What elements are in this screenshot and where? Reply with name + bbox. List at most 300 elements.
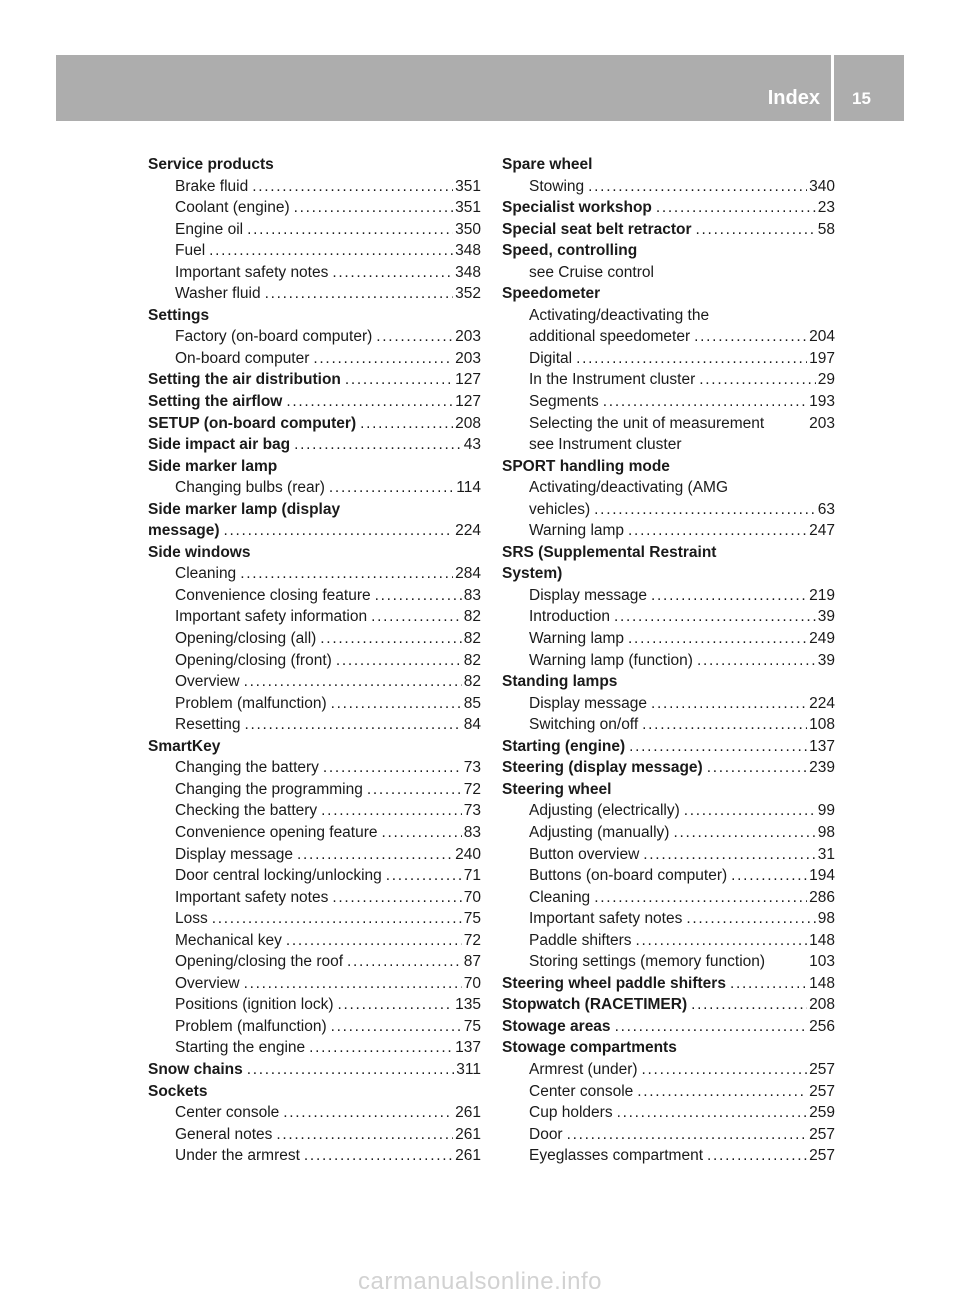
- index-entry-page: 261: [455, 1125, 481, 1143]
- index-entry-term: Fuel: [175, 242, 206, 260]
- index-entry: [148, 714, 481, 736]
- index-entry-leader: [338, 994, 454, 1016]
- index-entry-term: Convenience opening feature: [175, 823, 378, 841]
- index-entry-page: 43: [463, 436, 481, 454]
- index-entry: [502, 219, 835, 241]
- index-entry-leader: [304, 1145, 453, 1167]
- index-entry: [148, 154, 481, 176]
- index-entry-term: Selecting the unit of measurement: [529, 414, 765, 432]
- index-entry: [148, 520, 481, 542]
- index-entry-leader: [286, 391, 453, 413]
- index-entry-leader: [731, 865, 807, 887]
- index-entry-page: 82: [463, 651, 481, 669]
- index-entry-page: 219: [809, 586, 835, 604]
- index-entry-page: 39: [817, 651, 835, 669]
- index-entry-leader: [684, 800, 816, 822]
- index-entry: [148, 887, 481, 909]
- index-entry-page: 71: [463, 867, 481, 885]
- index-column-right: [502, 154, 835, 1167]
- index-entry: [502, 822, 835, 844]
- index-entry-leader: [697, 650, 816, 672]
- index-entry-page: 82: [463, 673, 481, 691]
- index-entry: [148, 844, 481, 866]
- index-entry: [502, 240, 835, 262]
- index-entry: [502, 779, 835, 801]
- index-entry-term: Segments: [529, 393, 599, 411]
- index-entry-term: Activating/deactivating (AMG: [529, 479, 729, 497]
- index-entry-term: Steering wheel paddle shifters: [502, 974, 726, 992]
- index-entry: [502, 1081, 835, 1103]
- index-entry: [502, 477, 835, 499]
- index-entry-term: Overview: [175, 974, 240, 992]
- index-entry-page: 204: [809, 328, 835, 346]
- index-entry-page: 284: [455, 565, 481, 583]
- index-entry: [148, 499, 481, 521]
- index-entry-page: 247: [809, 522, 835, 540]
- index-entry-page: 340: [809, 177, 835, 195]
- index-entry-leader: [224, 520, 454, 542]
- index-entry-leader: [615, 1016, 808, 1038]
- index-entry-term: Opening/closing (front): [175, 651, 332, 669]
- index-entry-leader: [707, 757, 807, 779]
- index-entry: [148, 305, 481, 327]
- index-entry-term: Under the armrest: [175, 1147, 300, 1165]
- index-entry-term: Setting the air distribution: [148, 371, 341, 389]
- index-entry-leader: [375, 585, 462, 607]
- index-entry-term: General notes: [175, 1125, 273, 1143]
- index-entry-leader: [247, 219, 453, 241]
- index-entry: [148, 1059, 481, 1081]
- index-entry-leader: [637, 1081, 807, 1103]
- index-entry-leader: [247, 1059, 455, 1081]
- index-entry: [502, 887, 835, 909]
- index-entry: [502, 542, 835, 564]
- index-entry-term: Important safety notes: [175, 888, 329, 906]
- index-entry-page: 257: [809, 1060, 835, 1078]
- index-entry: [502, 693, 835, 715]
- index-entry-term: Activating/deactivating the: [529, 306, 710, 324]
- index-entry-term: Button overview: [529, 845, 640, 863]
- index-entry-page: 257: [809, 1147, 835, 1165]
- section-title: Index: [767, 87, 820, 109]
- index-entry-leader: [691, 994, 807, 1016]
- index-entry-leader: [286, 930, 462, 952]
- index-entry-page: 257: [809, 1125, 835, 1143]
- index-entry-term: Display message: [529, 694, 648, 712]
- index-entry-page: 249: [809, 630, 835, 648]
- index-entry-term: SPORT handling mode: [502, 457, 670, 475]
- index-entry: [148, 219, 481, 241]
- index-entry-leader: [614, 606, 816, 628]
- index-entry-term: Warning lamp: [529, 630, 625, 648]
- index-entry-term: Speedometer: [502, 285, 601, 303]
- index-entry-leader: [707, 1145, 807, 1167]
- index-entry-term: Cleaning: [529, 888, 591, 906]
- index-entry-term: Switching on/off: [529, 716, 639, 734]
- index-entry: [148, 908, 481, 930]
- index-entry-page: 348: [455, 263, 481, 281]
- index-entry: [502, 1124, 835, 1146]
- index-entry-term: Display message: [529, 586, 648, 604]
- index-entry: [502, 283, 835, 305]
- index-entry-term: Resetting: [175, 716, 241, 734]
- index-entry-page: 84: [463, 716, 481, 734]
- index-entry-term: Display message: [175, 845, 294, 863]
- index-entry: [502, 369, 835, 391]
- index-entry-page: 114: [456, 479, 481, 497]
- index-entry-term: Loss: [175, 910, 208, 928]
- index-entry-leader: [323, 757, 462, 779]
- index-entry-leader: [332, 262, 453, 284]
- index-entry-page: 23: [817, 199, 835, 217]
- index-entry-leader: [294, 197, 454, 219]
- index-entry-leader: [636, 930, 808, 952]
- index-entry-leader: [332, 887, 461, 909]
- index-entry-term: Changing the battery: [175, 759, 319, 777]
- index-entry-page: 224: [455, 522, 481, 540]
- index-entry: [148, 1102, 481, 1124]
- index-entry-term: Warning lamp (function): [529, 651, 693, 669]
- index-entry-page: 239: [809, 759, 835, 777]
- index-entry: [502, 1059, 835, 1081]
- index-entry: [148, 240, 481, 262]
- index-entry: [148, 779, 481, 801]
- index-entry-term: Stowing: [529, 177, 585, 195]
- index-entry-leader: [244, 973, 462, 995]
- index-entry-page: 63: [817, 500, 835, 518]
- index-entry-term: Side windows: [148, 543, 251, 561]
- index-entry-leader: [331, 1016, 462, 1038]
- index-entry-term: Important safety information: [175, 608, 368, 626]
- index-entry-page: 193: [809, 393, 835, 411]
- index-entry-leader: [360, 413, 453, 435]
- index-entry: [502, 757, 835, 779]
- index-entry-leader: [699, 369, 815, 391]
- index-entry-page: 70: [463, 888, 481, 906]
- index-entry: [148, 369, 481, 391]
- index-entry-term: Service products: [148, 156, 274, 173]
- index-entry-leader: [336, 650, 462, 672]
- index-entry-page: 148: [809, 974, 835, 992]
- index-entry-leader: [629, 736, 807, 758]
- index-entry: [148, 197, 481, 219]
- index-entry-leader: [651, 693, 807, 715]
- index-entry: [148, 348, 481, 370]
- index-entry: [148, 650, 481, 672]
- index-entry-leader: [321, 800, 462, 822]
- index-entry-leader: [240, 563, 453, 585]
- index-entry-term: Storing settings (memory function): [529, 953, 766, 971]
- index-entry-leader: [320, 628, 461, 650]
- index-entry-term: Special seat belt retractor: [502, 220, 692, 238]
- index-entry-leader: [651, 585, 807, 607]
- index-entry-leader: [265, 283, 454, 305]
- index-entry-term: Sockets: [148, 1082, 208, 1100]
- index-entry: [502, 520, 835, 542]
- index-entry-leader: [386, 865, 462, 887]
- index-entry: [502, 154, 835, 176]
- index-entry: [502, 434, 835, 456]
- index-entry-page: 82: [463, 608, 481, 626]
- index-entry-term: Overview: [175, 673, 240, 691]
- index-entry-page: 257: [809, 1082, 835, 1100]
- index-entry-term: Armrest (under): [529, 1060, 638, 1078]
- index-entry: [148, 736, 481, 758]
- index-entry: [148, 542, 481, 564]
- index-entry: [502, 499, 835, 521]
- index-entry-leader: [347, 951, 462, 973]
- index-entry: [502, 1145, 835, 1167]
- index-entry: [148, 434, 481, 456]
- index-entry: [502, 951, 835, 973]
- index-entry-term: Paddle shifters: [529, 931, 632, 949]
- index-entry-term: additional speedometer: [529, 328, 691, 346]
- index-entry-page: 82: [463, 630, 481, 648]
- index-entry: [502, 930, 835, 952]
- index-entry-term: Important safety notes: [175, 263, 329, 281]
- index-entry: [148, 865, 481, 887]
- index-entry-term: vehicles): [529, 500, 591, 518]
- index-entry: [502, 563, 835, 585]
- index-entry: [148, 757, 481, 779]
- index-entry-page: 127: [455, 371, 481, 389]
- index-entry-term: Side marker lamp (display: [148, 500, 341, 518]
- index-entry-term: Opening/closing (all): [175, 630, 317, 648]
- index-entry-term: Door: [529, 1125, 563, 1143]
- index-entry: [502, 176, 835, 198]
- index-entry-page: 203: [809, 414, 835, 432]
- index-entry-term: Washer fluid: [175, 285, 261, 303]
- index-entry-page: 351: [455, 177, 481, 195]
- index-entry: [148, 671, 481, 693]
- index-entry-term: Digital: [529, 349, 573, 367]
- index-entry-page: 73: [463, 759, 481, 777]
- index-entry: [502, 671, 835, 693]
- index-entry-term: Brake fluid: [175, 177, 249, 195]
- index-entry-term: Spare wheel: [502, 156, 593, 173]
- index-entry-page: 83: [463, 823, 481, 841]
- index-entry: [502, 908, 835, 930]
- index-entry-leader: [244, 714, 461, 736]
- index-entry: [502, 865, 835, 887]
- index-entry-term: Specialist workshop: [502, 199, 652, 217]
- index-entry-term: Center console: [529, 1082, 634, 1100]
- index-entry-leader: [294, 434, 462, 456]
- index-entry: [148, 585, 481, 607]
- index-entry-leader: [313, 348, 453, 370]
- index-entry-leader: [643, 844, 815, 866]
- index-entry-leader: [209, 240, 453, 262]
- index-entry-term: see Instrument cluster: [529, 436, 682, 454]
- index-entry: [502, 628, 835, 650]
- index-entry: [148, 1016, 481, 1038]
- index-entry-leader: [276, 1124, 453, 1146]
- index-entry: [148, 413, 481, 435]
- index-entry: [148, 994, 481, 1016]
- index-entry-page: 261: [455, 1147, 481, 1165]
- index-entry-term: Side marker lamp: [148, 457, 278, 475]
- index-entry-term: Problem (malfunction): [175, 694, 327, 712]
- index-entry-term: Factory (on-board computer): [175, 328, 373, 346]
- index-entry-leader: [567, 1124, 808, 1146]
- index-entry-term: Stowage areas: [502, 1017, 611, 1035]
- index-entry-leader: [594, 499, 816, 521]
- index-entry: [502, 994, 835, 1016]
- index-entry: [502, 262, 835, 284]
- index-entry-page: 351: [455, 199, 481, 217]
- index-entry: [148, 951, 481, 973]
- index-entry-leader: [642, 1059, 808, 1081]
- index-entry: [148, 262, 481, 284]
- index-entry: [148, 973, 481, 995]
- index-entry-page: 70: [463, 974, 481, 992]
- index-entry-term: Changing the programming: [175, 780, 363, 798]
- index-entry-leader: [309, 1037, 453, 1059]
- index-entry: [148, 1037, 481, 1059]
- index-entry-leader: [283, 1102, 453, 1124]
- index-entry-leader: [673, 822, 815, 844]
- index-entry-leader: [696, 219, 816, 241]
- index-entry-page: 135: [455, 996, 481, 1014]
- index-entry: [502, 456, 835, 478]
- index-entry-page: 72: [463, 931, 481, 949]
- index-entry: [148, 606, 481, 628]
- index-entry-term: Mechanical key: [175, 931, 282, 949]
- index-entry: [148, 456, 481, 478]
- index-entry-page: 58: [817, 220, 835, 238]
- index-entry-term: Eyeglasses compartment: [529, 1147, 704, 1165]
- index-entry-leader: [252, 176, 453, 198]
- index-entry: [148, 283, 481, 305]
- index-column-left: [148, 154, 481, 1167]
- index-entry-term: Speed, controlling: [502, 242, 638, 260]
- index-entry-page: 348: [455, 242, 481, 260]
- index-entry-page: 240: [455, 845, 481, 863]
- index-entry-term: SRS (Supplemental Restraint: [502, 543, 717, 561]
- index-entry-page: 256: [809, 1017, 835, 1035]
- index-entry-page: 75: [463, 910, 481, 928]
- index-entry: [148, 563, 481, 585]
- index-entry-term: On-board computer: [175, 349, 310, 367]
- index-entry: [502, 973, 835, 995]
- index-entry-term: Engine oil: [175, 220, 244, 238]
- index-entry: [502, 348, 835, 370]
- index-entry-term: Stopwatch (RACETIMER): [502, 996, 688, 1014]
- index-entry-term: Adjusting (electrically): [529, 802, 680, 820]
- index-entry-leader: [628, 628, 807, 650]
- index-entry-leader: [345, 369, 453, 391]
- index-entry-leader: [594, 887, 807, 909]
- index-entry-leader: [628, 520, 807, 542]
- index-entry: [148, 1145, 481, 1167]
- index-entry-term: SETUP (on-board computer): [148, 414, 357, 432]
- index-entry: [148, 930, 481, 952]
- index-entry: [148, 693, 481, 715]
- index-entry-page: 73: [463, 802, 481, 820]
- index-entry-page: 72: [463, 780, 481, 798]
- index-entry: [502, 714, 835, 736]
- index-entry-term: Side impact air bag: [148, 436, 291, 454]
- index-entry: [502, 606, 835, 628]
- index-entry-term: Introduction: [529, 608, 610, 626]
- index-entry: [148, 800, 481, 822]
- index-entry-leader: [382, 822, 462, 844]
- index-entry-leader: [576, 348, 807, 370]
- index-entry-term: Setting the airflow: [148, 393, 283, 411]
- index-entry-page: 87: [463, 953, 481, 971]
- index-entry-term: SmartKey: [148, 737, 221, 755]
- index-entry-term: message): [148, 522, 220, 540]
- index-entry-page: 208: [455, 414, 481, 432]
- index-entry-page: 103: [809, 953, 835, 971]
- index-entry-term: Adjusting (manually): [529, 823, 670, 841]
- index-entry-leader: [588, 176, 807, 198]
- index-entry: [502, 1016, 835, 1038]
- index-entry-term: Steering (display message): [502, 759, 703, 777]
- index-entry: [148, 391, 481, 413]
- index-entry: [502, 197, 835, 219]
- index-entry: [148, 1124, 481, 1146]
- index-entry-term: Checking the battery: [175, 802, 318, 820]
- index-entry-term: Convenience closing feature: [175, 586, 371, 604]
- index-entry: [502, 326, 835, 348]
- index-entry-page: 39: [817, 608, 835, 626]
- index-entry-leader: [642, 714, 807, 736]
- index-entry-page: 286: [809, 888, 835, 906]
- index-entry: [148, 822, 481, 844]
- index-entry-term: Opening/closing the roof: [175, 953, 344, 971]
- index-entry-page: 127: [455, 393, 481, 411]
- index-entry-page: 352: [455, 285, 481, 303]
- index-entry-page: 31: [817, 845, 835, 863]
- index-entry-page: 311: [456, 1060, 481, 1078]
- index-entry-page: 29: [817, 371, 835, 389]
- index-entry: [502, 305, 835, 327]
- header-divider: [831, 55, 834, 121]
- index-entry-term: Important safety notes: [529, 910, 683, 928]
- index-entry-leader: [694, 326, 807, 348]
- index-entry-page: 83: [463, 586, 481, 604]
- index-entry-term: Starting (engine): [502, 737, 626, 755]
- index-entry-leader: [244, 671, 462, 693]
- index-entry-term: Buttons (on-board computer): [529, 867, 728, 885]
- index-entry-page: 98: [817, 910, 835, 928]
- index-entry-leader: [371, 606, 462, 628]
- index-entry-term: Warning lamp: [529, 522, 625, 540]
- index-entry-term: Steering wheel: [502, 780, 612, 798]
- index-entry-leader: [297, 844, 453, 866]
- index-entry-term: Problem (malfunction): [175, 1017, 327, 1035]
- index-entry-leader: [603, 391, 807, 413]
- index-entry-term: Cup holders: [529, 1104, 613, 1122]
- index-entry-term: Center console: [175, 1104, 280, 1122]
- index-entry-page: 148: [809, 931, 835, 949]
- index-entry: [502, 1037, 835, 1059]
- index-entry-leader: [331, 693, 462, 715]
- index-entry-leader: [212, 908, 462, 930]
- index-entry-page: 203: [455, 349, 481, 367]
- index-entry-leader: [329, 477, 454, 499]
- index-entry-page: 224: [809, 694, 835, 712]
- index-entry: [502, 844, 835, 866]
- index-entry-page: 197: [809, 349, 835, 367]
- index-entry: [148, 1081, 481, 1103]
- index-entry: [148, 477, 481, 499]
- index-entry-term: Coolant (engine): [175, 199, 290, 217]
- index-entry: [502, 736, 835, 758]
- index-entry-page: 137: [455, 1039, 481, 1057]
- index-entry-term: System): [502, 565, 563, 583]
